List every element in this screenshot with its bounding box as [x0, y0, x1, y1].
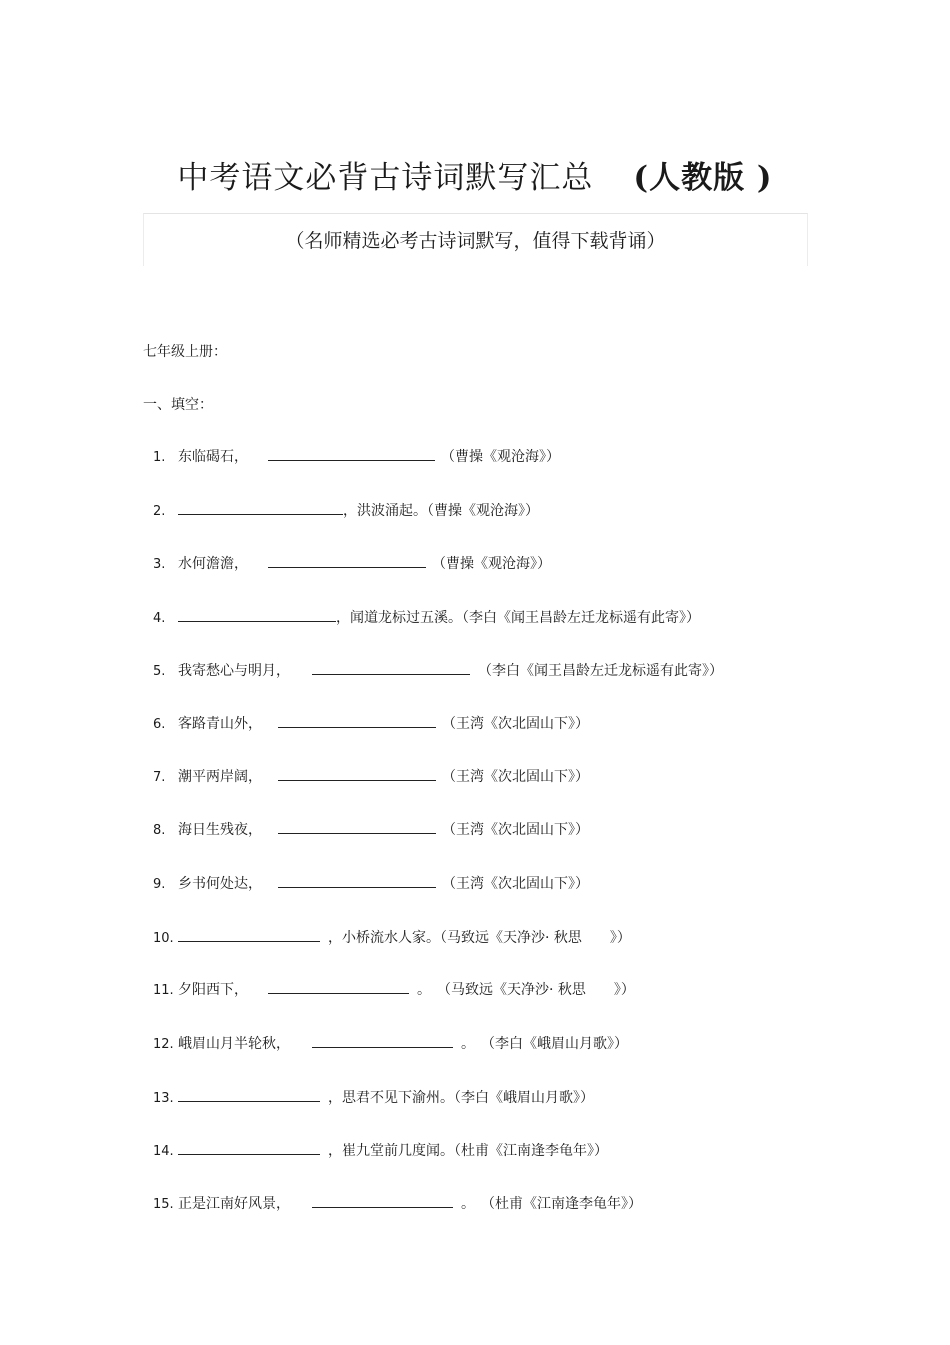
item-number: 3. [153, 557, 166, 572]
item-prefix: 正是江南好风景， [178, 1196, 290, 1212]
list-item [153, 1194, 642, 1212]
item-number: 14. [153, 1144, 174, 1159]
item-number: 4. [153, 611, 166, 626]
answer-blank[interactable] [268, 980, 409, 994]
item-number: 2. [153, 504, 166, 519]
list-item [153, 1034, 628, 1052]
item-prefix: 东临碣石， [178, 449, 248, 465]
item-prefix: 海日生残夜， [178, 822, 262, 838]
answer-blank[interactable] [268, 447, 435, 461]
answer-blank[interactable] [178, 1141, 320, 1155]
item-suffix: （王湾《次北固山下》） [442, 876, 589, 892]
item-number: 5. [153, 664, 166, 679]
item-period: 。 [461, 1196, 475, 1212]
answer-blank[interactable] [278, 874, 436, 888]
list-item [153, 447, 560, 465]
item-suffix: ，洪波涌起。（曹操《观沧海》） [343, 503, 539, 519]
item-suffix: （曹操《观沧海》） [441, 449, 560, 465]
document-title [0, 152, 950, 197]
item-number: 7. [153, 770, 166, 785]
section-heading: 一、填空： [143, 397, 213, 413]
item-suffix: ，小桥流水人家。（马致远《天净沙· 秋思 》） [328, 930, 631, 946]
item-suffix: （李白《闻王昌龄左迁龙标遥有此寄》） [478, 663, 723, 679]
item-suffix: （李白《峨眉山月歌》） [481, 1036, 628, 1052]
item-number: 9. [153, 877, 166, 892]
list-item [153, 820, 589, 838]
list-item [153, 767, 589, 785]
subtitle: （名师精选必考古诗词默写，值得下载背诵） [285, 230, 666, 252]
answer-blank[interactable] [278, 767, 436, 781]
item-suffix: （王湾《次北固山下》） [442, 822, 589, 838]
item-suffix: ，崔九堂前几度闻。（杜甫《江南逢李龟年》） [328, 1143, 608, 1159]
item-prefix: 乡书何处达， [178, 876, 262, 892]
title-edition: (人教版 ) [633, 160, 773, 196]
answer-blank[interactable] [178, 501, 343, 515]
item-suffix: （曹操《观沧海》） [432, 556, 551, 572]
item-number: 10. [153, 931, 174, 946]
item-number: 13. [153, 1091, 174, 1106]
answer-blank[interactable] [312, 1194, 453, 1208]
item-suffix: （王湾《次北固山下》） [442, 769, 589, 785]
item-prefix: 水何澹澹， [178, 556, 248, 572]
item-number: 11. [153, 983, 174, 998]
item-prefix: 夕阳西下， [178, 982, 248, 998]
item-suffix: （杜甫《江南逢李龟年》） [481, 1196, 642, 1212]
item-number: 8. [153, 823, 166, 838]
list-item [153, 661, 723, 679]
item-period: 。 [417, 982, 431, 998]
item-prefix: 客路青山外， [178, 716, 262, 732]
list-item [153, 554, 551, 572]
list-item [153, 980, 635, 998]
item-number: 1. [153, 450, 166, 465]
list-item [153, 1141, 608, 1159]
item-number: 12. [153, 1037, 174, 1052]
item-suffix: ，闻道龙标过五溪。（李白《闻王昌龄左迁龙标遥有此寄》） [336, 610, 700, 626]
list-item [153, 928, 631, 946]
answer-blank[interactable] [178, 608, 336, 622]
item-prefix: 我寄愁心与明月， [178, 663, 290, 679]
list-item [153, 608, 700, 626]
item-suffix: （马致远《天净沙· 秋思 》） [437, 982, 635, 998]
list-item [153, 714, 589, 732]
answer-blank[interactable] [278, 820, 436, 834]
item-period: 。 [461, 1036, 475, 1052]
answer-blank[interactable] [178, 1088, 320, 1102]
answer-blank[interactable] [178, 928, 320, 942]
item-suffix: ，思君不见下渝州。（李白《峨眉山月歌》） [328, 1090, 594, 1106]
answer-blank[interactable] [268, 554, 426, 568]
list-item [153, 501, 539, 519]
item-prefix: 峨眉山月半轮秋， [178, 1036, 290, 1052]
answer-blank[interactable] [312, 1034, 453, 1048]
item-suffix: （王湾《次北固山下》） [442, 716, 589, 732]
grade-heading: 七年级上册： [143, 344, 227, 360]
answer-blank[interactable] [312, 661, 470, 675]
list-item [153, 874, 589, 892]
title-main: 中考语文必背古诗词默写汇总 [177, 160, 594, 196]
list-item [153, 1088, 594, 1106]
item-prefix: 潮平两岸阔， [178, 769, 262, 785]
answer-blank[interactable] [278, 714, 436, 728]
item-number: 15. [153, 1197, 174, 1212]
item-number: 6. [153, 717, 166, 732]
